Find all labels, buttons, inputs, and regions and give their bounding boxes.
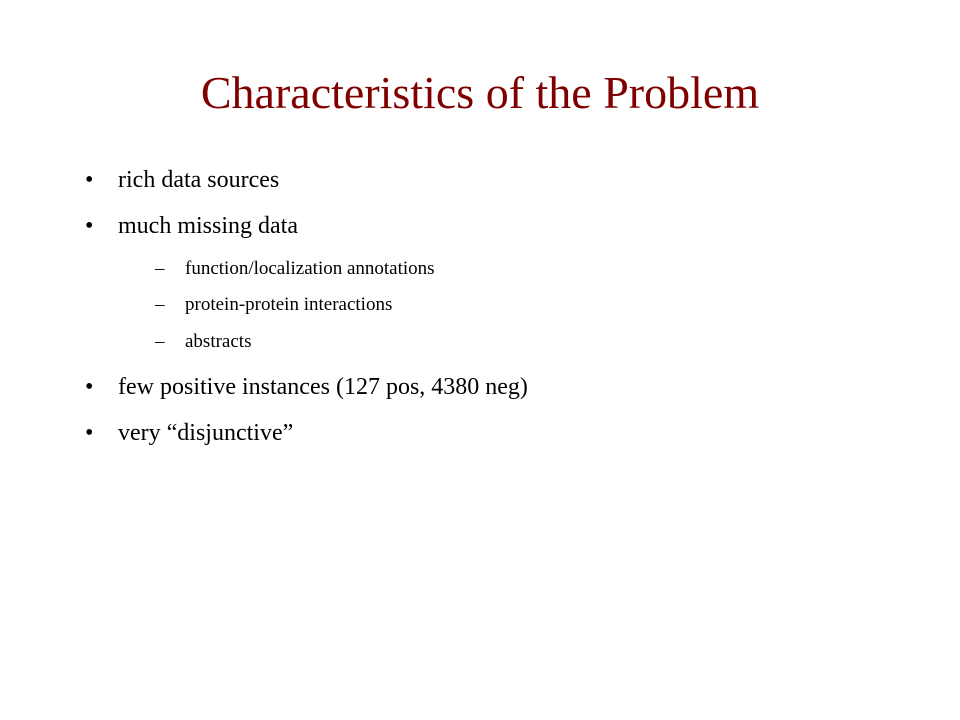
bullet-marker: •	[85, 420, 94, 446]
slide-title: Characteristics of the Problem	[200, 67, 760, 118]
sub-bullet-marker: –	[155, 294, 165, 315]
bullet-item	[85, 418, 885, 448]
bullet-item	[85, 372, 885, 402]
bullet-item	[85, 211, 885, 241]
bullet-item	[85, 165, 885, 195]
sub-bullet-item	[155, 293, 855, 317]
sub-bullet-item	[155, 330, 855, 354]
bullet-marker: •	[85, 374, 94, 400]
sub-bullet-text: protein-protein interactions	[185, 294, 393, 315]
bullet-text: rich data sources	[118, 167, 280, 193]
sub-bullet-marker: –	[155, 331, 165, 352]
bullet-text: few positive instances (127 pos, 4380 neg)	[118, 374, 528, 400]
bullet-text: very “disjunctive”	[118, 420, 294, 446]
bullet-marker: •	[85, 213, 94, 239]
sub-bullet-item	[155, 257, 855, 281]
sub-bullet-marker: –	[155, 258, 165, 279]
bullet-text: much missing data	[118, 213, 298, 239]
sub-bullet-text: function/localization annotations	[185, 258, 435, 279]
bullet-marker: •	[85, 167, 94, 193]
sub-bullet-text: abstracts	[185, 331, 252, 352]
